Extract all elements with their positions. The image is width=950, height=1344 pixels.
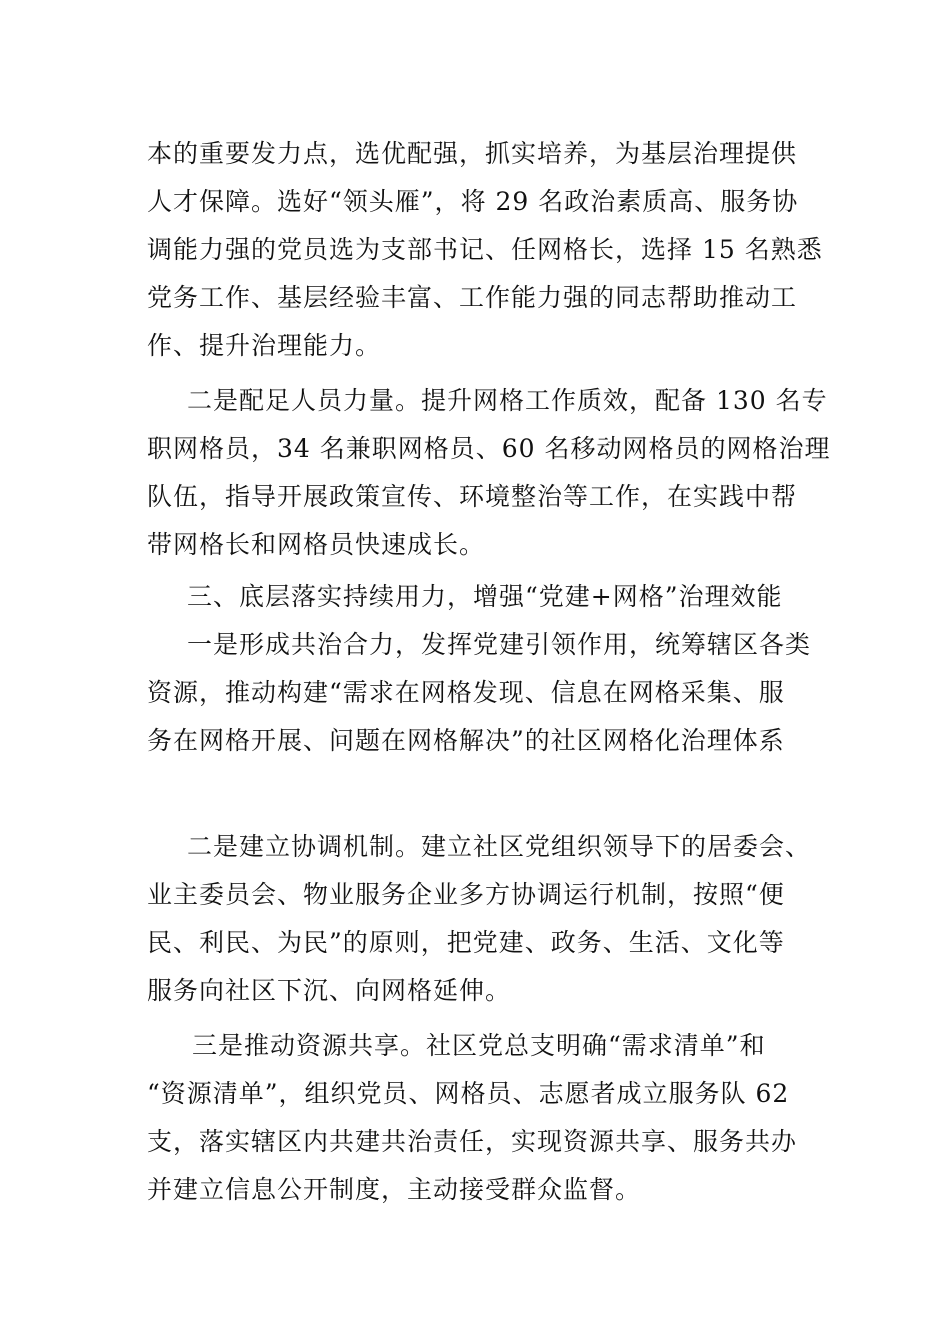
paragraph-line: 资源，推动构建“需求在网格发现、信息在网格采集、服: [147, 678, 785, 707]
paragraph-line: 务在网格开展、问题在网格解决”的社区网格化治理体系: [147, 726, 785, 755]
paragraph-line: 服务向社区下沉、向网格延伸。: [147, 976, 512, 1005]
paragraph-line: 二是配足人员力量。提升网格工作质效，配备 130 名专: [187, 386, 828, 415]
paragraph-line: 二是建立协调机制。建立社区党组织领导下的居委会、: [187, 832, 812, 861]
paragraph-line: 支，落实辖区内共建共治责任，实现资源共享、服务共办: [147, 1127, 798, 1156]
paragraph-line: 人才保障。选好“领头雁”，将 29 名政治素质高、服务协: [147, 187, 799, 216]
paragraph-line: 队伍，指导开展政策宣传、环境整治等工作，在实践中帮: [147, 482, 798, 511]
paragraph-line: 三是推动资源共享。社区党总支明确“需求清单”和: [192, 1031, 766, 1060]
paragraph-line: 调能力强的党员选为支部书记、任网格长，选择 15 名熟悉: [147, 235, 823, 264]
paragraph-line: 本的重要发力点，选优配强，抓实培养，为基层治理提供: [147, 139, 798, 168]
paragraph-line: 党务工作、基层经验丰富、工作能力强的同志帮助推动工: [147, 283, 798, 312]
paragraph-line: 业主委员会、物业服务企业多方协调运行机制，按照“便: [147, 880, 785, 909]
paragraph-line: 并建立信息公开制度，主动接受群众监督。: [147, 1175, 642, 1204]
paragraph-line: 带网格长和网格员快速成长。: [147, 530, 486, 559]
paragraph-line: 民、利民、为民”的原则，把党建、政务、生活、文化等: [147, 928, 785, 957]
paragraph-line: 一是形成共治合力，发挥党建引领作用，统筹辖区各类: [187, 630, 812, 659]
paragraph-line: 职网格员，34 名兼职网格员、60 名移动网格员的网格治理: [147, 434, 831, 463]
paragraph-line: “资源清单”，组织党员、网格员、志愿者成立服务队 62: [147, 1079, 790, 1108]
section-heading: 三、底层落实持续用力，增强“党建+网格”治理效能: [187, 582, 783, 611]
paragraph-line: 作、提升治理能力。: [147, 331, 382, 360]
